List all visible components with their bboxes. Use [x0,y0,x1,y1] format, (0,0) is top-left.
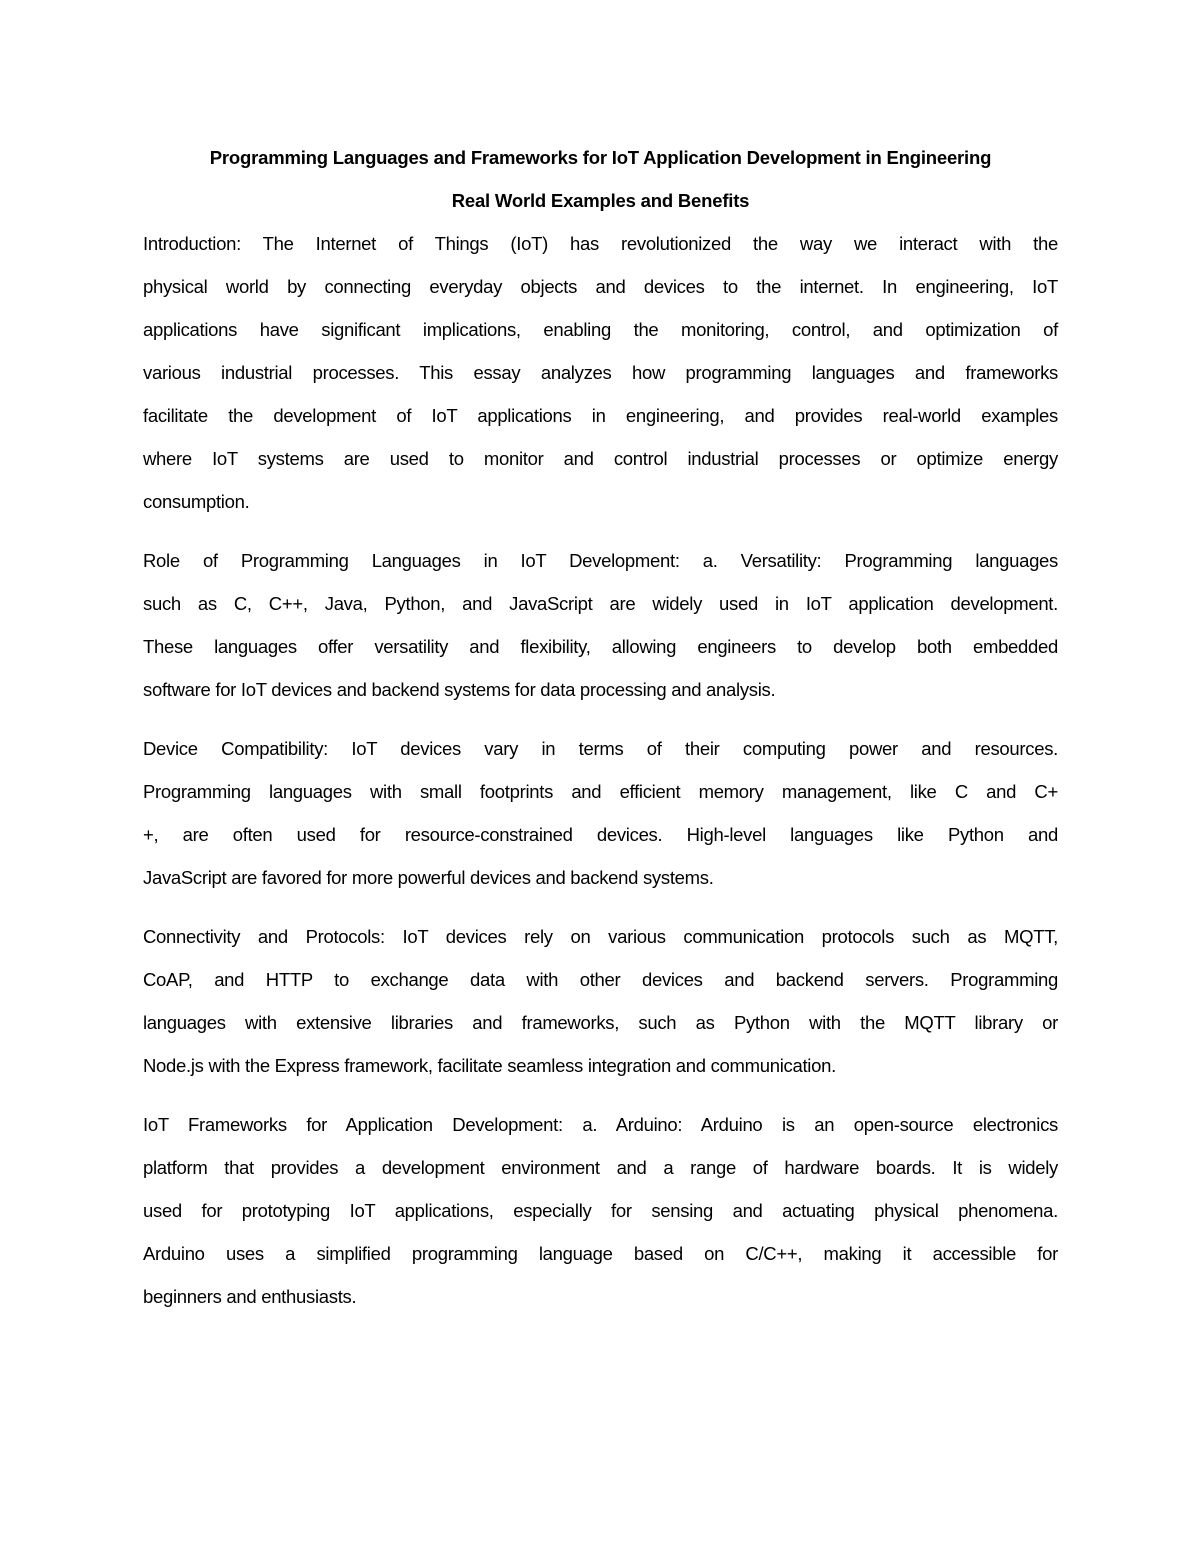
document-subtitle: Real World Examples and Benefits [451,190,750,211]
paragraph-line: Arduino uses a simplified programming language based on C/C++, making it accessible for [143,1243,1058,1264]
paragraph-line: applications have significant implications, enabling the monitoring, control, and optimization of [143,319,1058,340]
paragraph-line: platform that provides a development environment and a range of hardware boards. It is widely [143,1157,1058,1178]
document-title: Programming Languages and Frameworks for IoT Application Development in Engineering [209,147,992,168]
paragraph-line: facilitate the development of IoT applications in engineering, and provides real-world examples [143,405,1058,426]
paragraph-line: software for IoT devices and backend systems for data processing and analysis. [143,679,776,700]
paragraph-line: where IoT systems are used to monitor and control industrial processes or optimize energy [143,448,1058,469]
paragraph [143,1103,1058,1318]
paragraph-line: languages with extensive libraries and frameworks, such as Python with the MQTT library or [143,1012,1058,1033]
document-body [143,222,1058,1318]
paragraph-line: IoT Frameworks for Application Development: a. Arduino: Arduino is an open-source electronics [143,1114,1058,1135]
paragraph-line: +, are often used for resource-constrained devices. High-level languages like Python and [143,824,1058,845]
paragraph-line: physical world by connecting everyday objects and devices to the internet. In engineering, IoT [143,276,1058,297]
paragraph-line: Node.js with the Express framework, facilitate seamless integration and communication. [143,1055,836,1076]
paragraph-line: beginners and enthusiasts. [143,1286,357,1307]
paragraph-line: Introduction: The Internet of Things (IoT) has revolutionized the way we interact with the [143,233,1058,254]
paragraph-line: JavaScript are favored for more powerful devices and backend systems. [143,867,714,888]
paragraph-line: used for prototyping IoT applications, especially for sensing and actuating physical phenomena. [143,1200,1058,1221]
paragraph [143,727,1058,899]
paragraph-line: consumption. [143,491,250,512]
paragraph [143,539,1058,711]
paragraph [143,222,1058,523]
paragraph-line: CoAP, and HTTP to exchange data with other devices and backend servers. Programming [143,969,1058,990]
paragraph-line: Connectivity and Protocols: IoT devices rely on various communication protocols such as MQTT, [143,926,1058,947]
paragraph-line: such as C, C++, Java, Python, and JavaScript are widely used in IoT application development. [143,593,1058,614]
document-page [143,136,1058,1334]
paragraph-line: Role of Programming Languages in IoT Development: a. Versatility: Programming languages [143,550,1058,571]
paragraph [143,915,1058,1087]
paragraph-line: These languages offer versatility and flexibility, allowing engineers to develop both embedded [143,636,1058,657]
paragraph-line: various industrial processes. This essay analyzes how programming languages and frameworks [143,362,1058,383]
paragraph-line: Device Compatibility: IoT devices vary in terms of their computing power and resources. [143,738,1058,759]
paragraph-line: Programming languages with small footprints and efficient memory management, like C and C+ [143,781,1058,802]
